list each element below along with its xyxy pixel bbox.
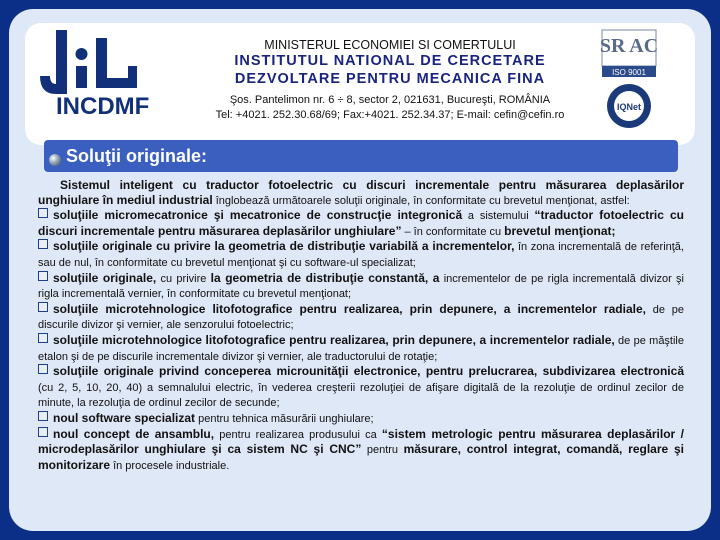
item-bold: soluţiile microtehnologice litofotografice pentru realizarea, prin depunere, a incrementelor radiale,: [53, 301, 646, 316]
iqnet-certification-logo: [598, 82, 660, 130]
item-bold: soluţiile originale,: [53, 270, 157, 285]
item-text: cu privire: [156, 272, 211, 285]
item-text: în procesele industriale.: [110, 459, 230, 472]
item-bold: soluţiile originale privind conceperea microunităţii electronice, pentru prelucrarea, subdivizarea electronică: [53, 364, 684, 379]
item-bold: soluţiile micromecatronice şi mecatronice de construcţie integronică: [53, 208, 463, 223]
institute-line-2: DEZVOLTARE PENTRU MECANICA FINA: [234, 71, 546, 87]
item-bold: soluţiile originale cu privire la geometria de distribuţie variabilă a incrementelor,: [53, 239, 515, 254]
contact-info: [155, 93, 625, 123]
item-text: de pe măştile etalon şi de pe discurile incrementale divizor şi vernier, ale traductorului de rotaţie;: [38, 334, 684, 363]
item-text: de pe discurile divizor şi vernier, ale senzorului fotoelectric;: [38, 303, 684, 332]
logo-text: INCDMF: [56, 93, 150, 120]
item-bold: “sistem metrologic pentru măsurarea deplasărilor / microdeplasărilor unghiulare şi ca sistem NC şi CNC”: [38, 426, 685, 457]
content-body: [38, 178, 684, 473]
srac-label: SR AC: [600, 35, 658, 57]
ministry-name: MINISTERUL ECONOMIEI SI COMERTULUI: [264, 38, 516, 52]
list-item: [38, 271, 684, 302]
item-text: pentru realizarea produsului ca: [214, 428, 382, 441]
institute-name: [155, 52, 625, 88]
checkbox-bullet-icon: [38, 208, 48, 218]
item-text: incrementelor de pe rigla incrementală divizor şi rigla incrementală vernier, în conformitate cu brevetul menţionat;: [38, 272, 684, 301]
item-bold: la geometria de distribuţie constantă, a: [210, 270, 440, 285]
checkbox-bullet-icon: [38, 427, 48, 437]
srac-certification-logo: [600, 28, 658, 78]
iso-label: ISO 9001: [612, 68, 646, 77]
address-line: Şos. Pantelimon nr. 6 ÷ 8, sector 2, 021631, Bucureşti, ROMÂNIA: [229, 94, 551, 106]
item-bold: “traductor fotoelectric cu discuri incrementale pentru măsurarea deplasărilor unghiulare”: [38, 208, 684, 238]
intro-paragraph: [38, 178, 684, 208]
intro-bold: Sistemul inteligent cu traductor fotoelectric cu discuri incrementale pentru măsurarea deplasărilor unghiulare în mediul industrial: [38, 178, 684, 207]
item-bold: brevetul menţionat;: [504, 223, 616, 238]
list-item: [38, 427, 684, 474]
title-bullet-icon: [49, 154, 61, 166]
item-bold: soluţiile microtehnologice litofotografice pentru realizarea, prin depunere, a incrementelor radiale,: [53, 332, 615, 347]
phone-email-line: Tel: +4021. 252.30.68/69; Fax:+4021. 252.34.37; E-mail: cefin@cefin.ro: [215, 109, 565, 121]
checkbox-bullet-icon: [38, 239, 48, 249]
checkbox-bullet-icon: [38, 271, 48, 281]
list-item: [38, 239, 684, 270]
iqnet-label: IQNet: [616, 102, 642, 112]
checkbox-bullet-icon: [38, 333, 48, 343]
item-bold: noul software specializat: [53, 410, 196, 425]
institute-line-1: INSTITUTUL NATIONAL DE CERCETARE: [234, 53, 546, 69]
list-item: [38, 333, 684, 364]
list-item: [38, 302, 684, 333]
list-item: [38, 364, 684, 411]
checkbox-bullet-icon: [38, 364, 48, 374]
item-text: pentru: [361, 444, 404, 457]
item-bold: măsurare, control integrat, comandă, reglare şi monitorizare: [38, 442, 684, 472]
checkbox-bullet-icon: [38, 411, 48, 421]
intro-text: înglobează următoarele soluţii originale, în conformitate cu brevetul menţionat, astfel:: [212, 194, 630, 207]
list-item: [38, 208, 684, 239]
checkbox-bullet-icon: [38, 302, 48, 312]
item-bold: noul concept de ansamblu,: [53, 426, 215, 441]
list-item: [38, 411, 684, 427]
item-text: pentru tehnica măsurării unghiulare;: [195, 412, 374, 425]
item-text: în zona incrementală de referinţă, sau de nul, în conformitate cu brevetul menţionat şi cu software-ul specializat;: [38, 241, 684, 269]
item-text: – în conformitate cu: [401, 225, 505, 238]
item-text: a sistemului: [462, 210, 535, 223]
section-title: Soluţii originale:: [66, 146, 208, 166]
item-text: (cu 2, 5, 10, 20, 40) a semnalului electric, în vederea creşterii rezoluţiei de afişare digitală de la rezoluţie de ordinul zecilor de minute, la rezoluţia de ordinul zecilor de secunde;: [38, 381, 684, 410]
